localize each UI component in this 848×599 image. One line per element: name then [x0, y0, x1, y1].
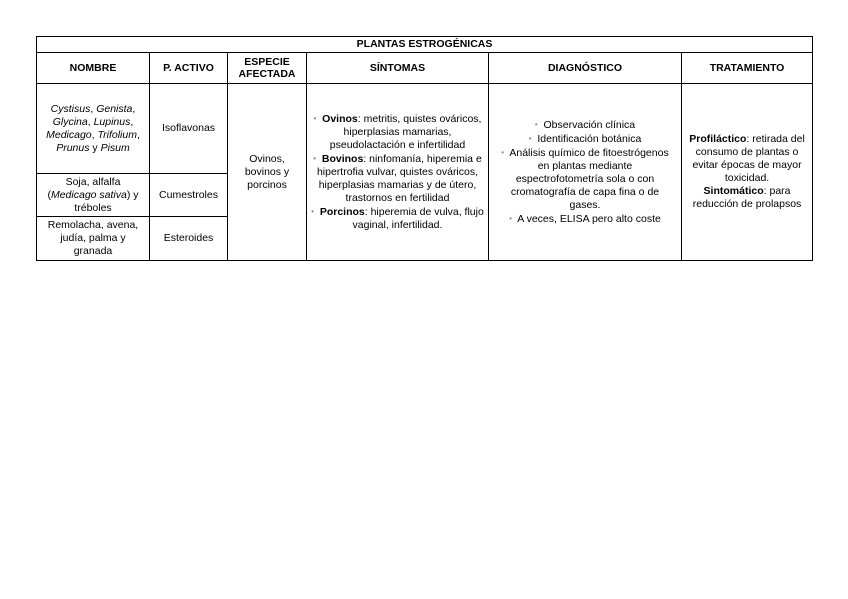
- header-activo: P. ACTIVO: [150, 53, 228, 84]
- nombre-sep: ,: [87, 115, 94, 128]
- nombre-text: Pisum: [100, 141, 130, 154]
- nombre-sep: ,: [91, 128, 98, 141]
- sintoma-item: [311, 205, 484, 232]
- sintoma-text: : metritis, quistes ováricos, hiperplasias mamarias, pseudolactación e infertilidad: [329, 113, 482, 151]
- sintoma-text: : hiperemia de vulva, flujo vaginal, infertilidad.: [352, 206, 484, 231]
- activo-cell: Cumestroles: [150, 174, 228, 217]
- nombre-text: Soja, alfalfa (: [47, 175, 121, 201]
- diagnostico-text: Análisis químico de fitoestrógenos en plantas mediante espectrofotometría sola o con cromatografía de capa fina o de gases.: [509, 147, 669, 211]
- sintoma-text: : ninfomanía, hiperemia e hipertrofia vulvar, quistes ováricos, hiperplasias mamarias y de útero, trastornos en fertilidad: [316, 153, 482, 204]
- diagnostico-item: [497, 132, 673, 146]
- diagnostico-item: [497, 212, 673, 226]
- table-header-row: [37, 53, 813, 84]
- tratamiento-label: Sintomático: [703, 185, 764, 197]
- table-title-row: [37, 37, 813, 53]
- nombre-text: Genista: [96, 102, 133, 115]
- nombre-text: ) y tréboles: [74, 188, 139, 214]
- bullet-icon: •: [528, 134, 532, 143]
- sintomas-cell: [307, 84, 489, 261]
- nombre-sep: ,: [132, 102, 136, 115]
- nombre-sep: ,: [90, 102, 97, 115]
- nombre-cell: [37, 174, 150, 217]
- nombre-cell: [37, 84, 150, 174]
- tratamiento-cell: [682, 84, 813, 261]
- sintoma-label: Porcinos: [319, 206, 365, 218]
- tratamiento-label: Profiláctico: [689, 133, 747, 145]
- sintoma-label: Bovinos: [321, 153, 364, 165]
- bullet-icon: •: [501, 148, 505, 157]
- nombre-sep: ,: [130, 115, 134, 128]
- activo-cell: Isoflavonas: [150, 84, 228, 174]
- header-tratamiento: TRATAMIENTO: [682, 53, 813, 84]
- especie-cell: Ovinos, bovinos y porcinos: [228, 84, 307, 261]
- plantas-estrogenicas-table: [36, 36, 813, 261]
- sintoma-item: [311, 152, 484, 205]
- header-diagnostico: DIAGNÓSTICO: [489, 53, 682, 84]
- header-especie: ESPECIE AFECTADA: [228, 53, 307, 84]
- nombre-text: Prunus: [56, 141, 90, 154]
- header-sintomas: SÍNTOMAS: [307, 53, 489, 84]
- nombre-cell: Remolacha, avena, judía, palma y granada: [37, 217, 150, 261]
- tratamiento-item: [688, 185, 806, 211]
- bullet-icon: •: [313, 114, 317, 123]
- sintoma-item: [311, 112, 484, 152]
- nombre-text: Cystisus: [50, 102, 91, 115]
- tratamiento-text: : para reducción de prolapsos: [692, 185, 802, 210]
- nombre-text: Medicago: [46, 128, 92, 141]
- diagnostico-item: [497, 146, 673, 212]
- tratamiento-text: : retirada del consumo de plantas o evitar épocas de mayor toxicidad.: [692, 133, 805, 184]
- diagnostico-cell: [489, 84, 682, 261]
- bullet-icon: •: [311, 207, 314, 216]
- nombre-sep: ,: [136, 128, 140, 141]
- header-nombre: NOMBRE: [37, 53, 150, 84]
- table-row: [37, 84, 813, 174]
- table-title: PLANTAS ESTROGÉNICAS: [37, 37, 813, 53]
- diagnostico-item: [497, 118, 673, 132]
- diagnostico-text: Identificación botánica: [537, 133, 642, 145]
- diagnostico-text: Observación clínica: [543, 119, 636, 131]
- bullet-icon: •: [509, 214, 512, 223]
- nombre-text: Glycina: [52, 115, 88, 128]
- bullet-icon: •: [534, 120, 538, 129]
- nombre-text: Trifolium: [97, 128, 137, 141]
- nombre-text: Medicago sativa: [50, 188, 127, 201]
- diagnostico-text: A veces, ELISA pero alto coste: [517, 213, 661, 225]
- activo-cell: Esteroides: [150, 217, 228, 261]
- nombre-text: Lupinus: [93, 115, 131, 128]
- nombre-sep: y: [89, 141, 101, 154]
- sintoma-label: Ovinos: [322, 113, 358, 125]
- bullet-icon: •: [313, 154, 317, 163]
